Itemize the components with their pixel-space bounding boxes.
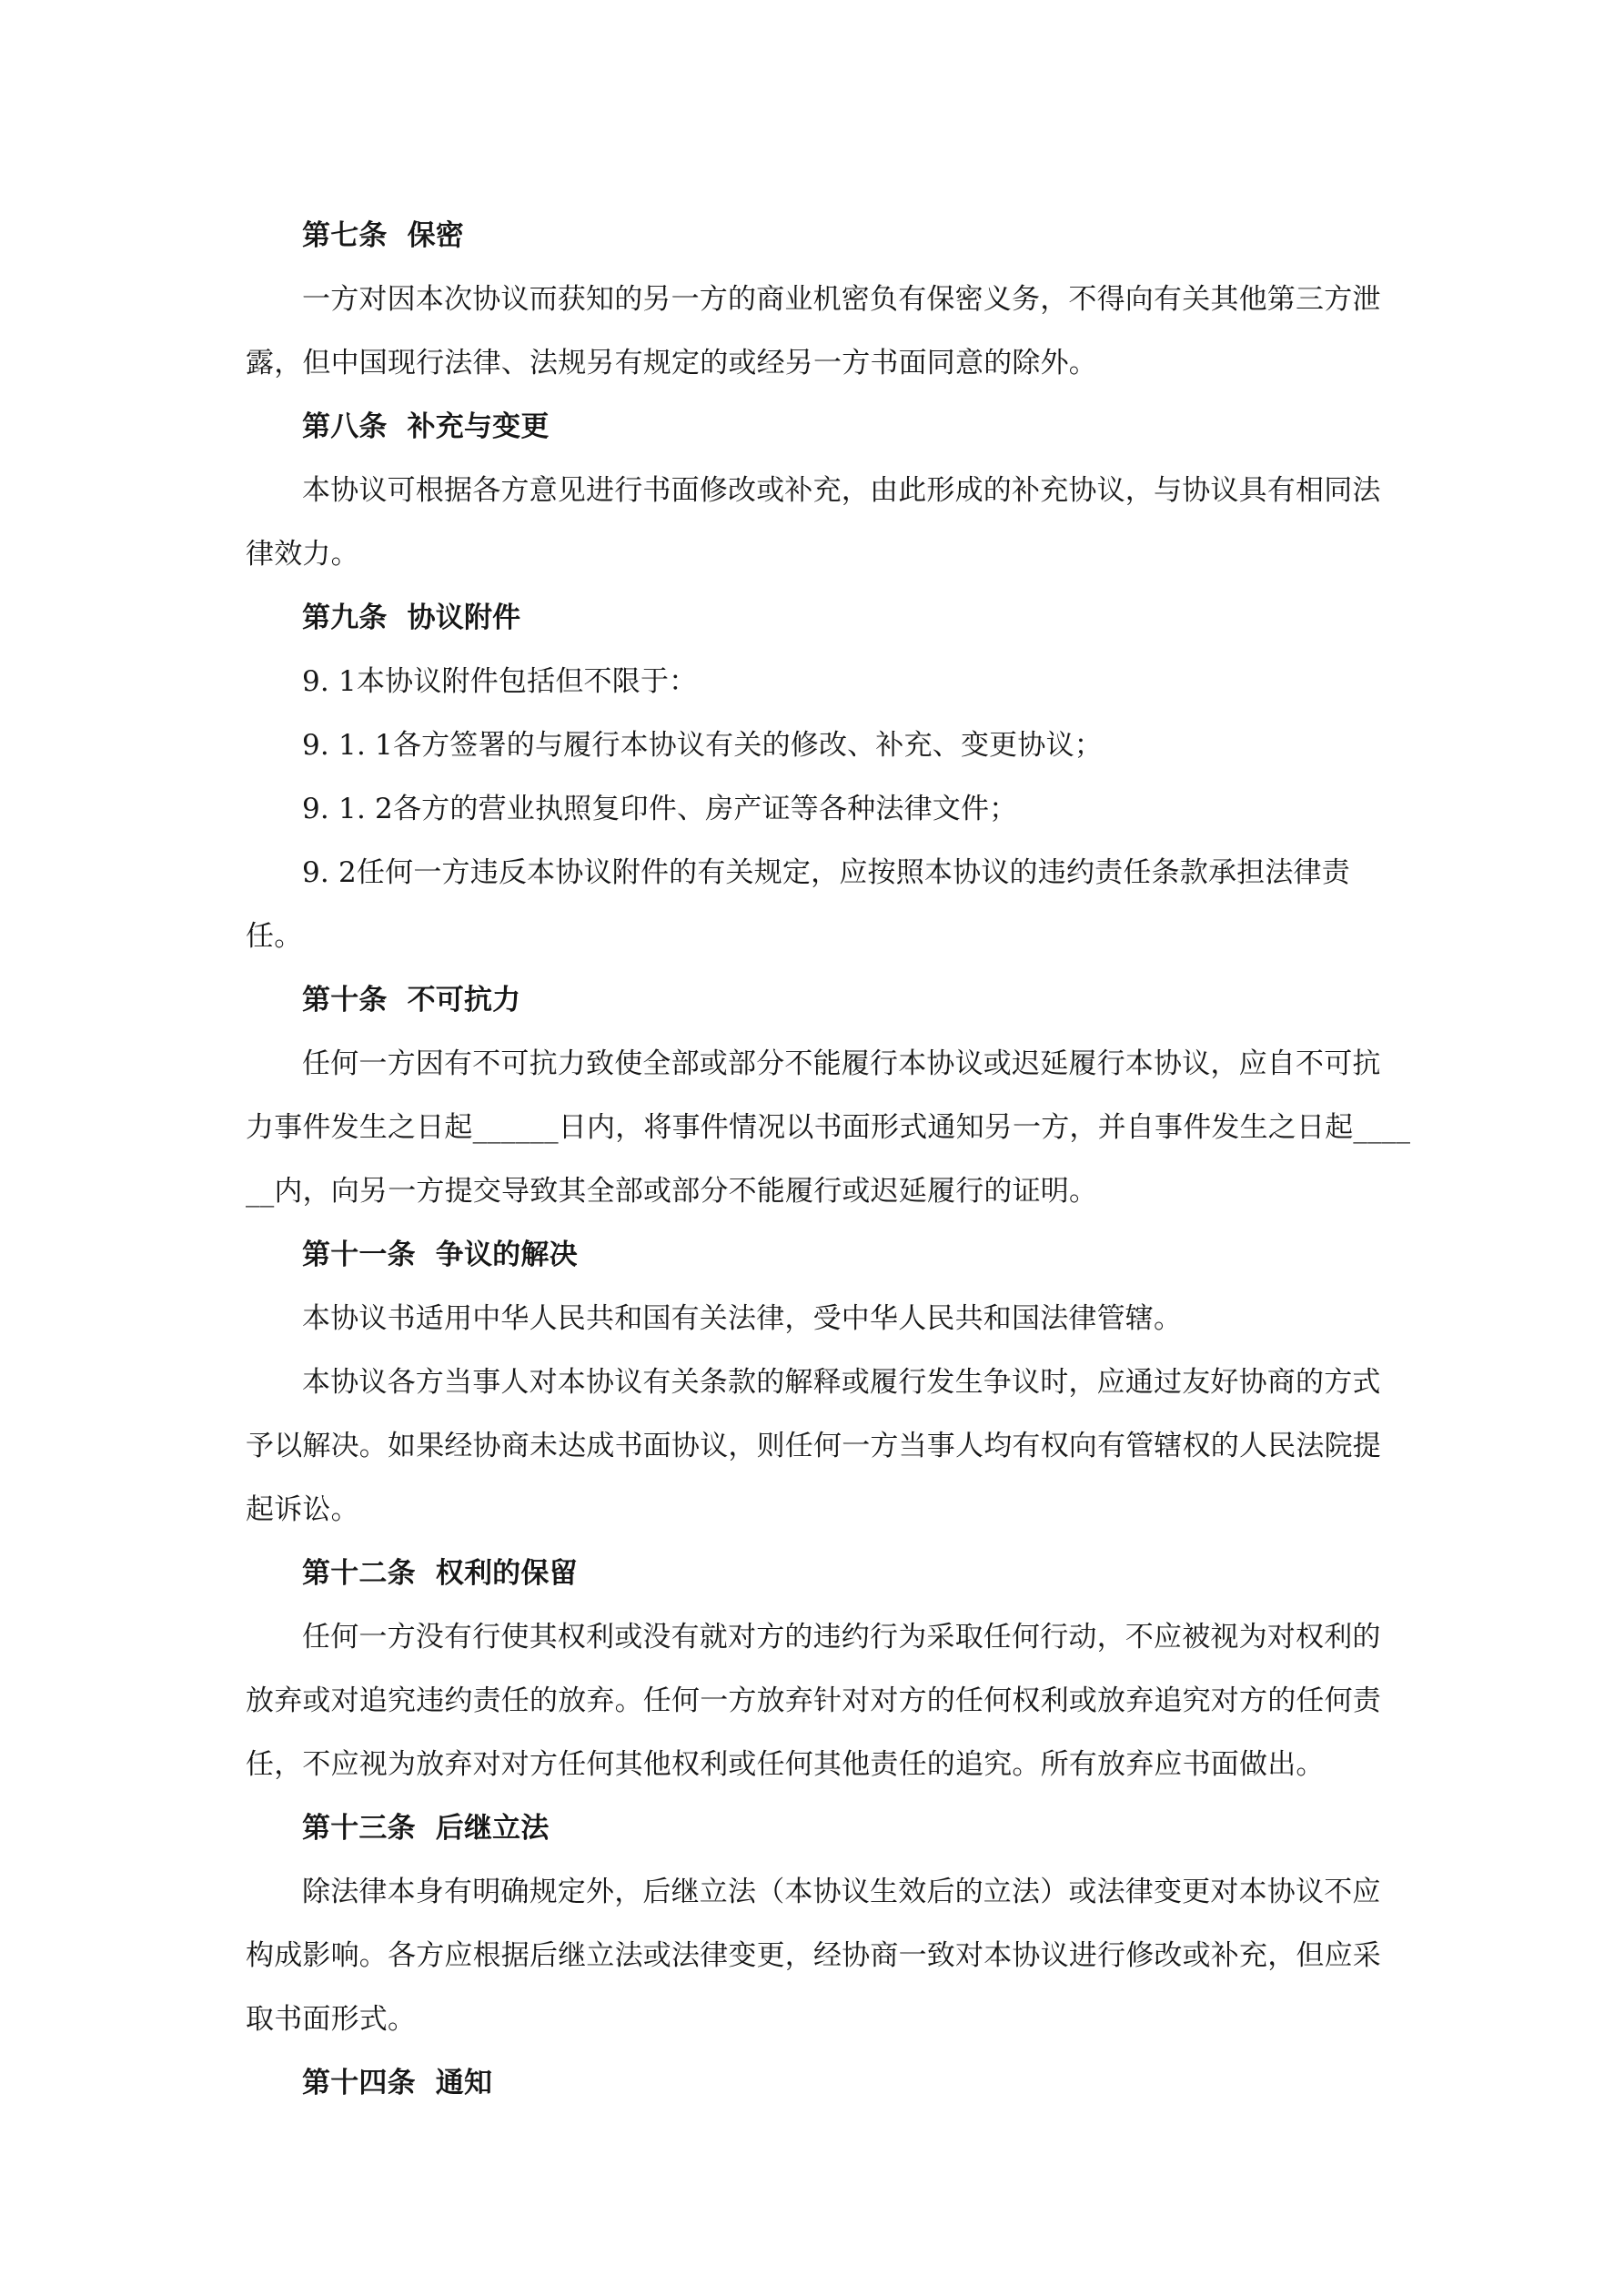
section-heading: 第十条 不可抗力: [302, 984, 521, 1017]
text-line: 任何一方没有行使其权利或没有就对方的违约行为采取任何行动，不应被视为对权利的: [302, 1621, 1381, 1654]
text-line: 9. 2任何一方违反本协议附件的有关规定，应按照本协议的违约责任条款承担法律责: [302, 856, 1350, 889]
text-line: 一方对因本次协议而获知的另一方的商业机密负有保密义务，不得向有关其他第三方泄: [302, 283, 1381, 316]
document-body: [246, 204, 1428, 2115]
text-line: 构成影响。各方应根据后继立法或法律变更，经协商一致对本协议进行修改或补充，但应采: [246, 1939, 1381, 1972]
text-line: 除法律本身有明确规定外，后继立法（本协议生效后的立法）或法律变更对本协议不应: [302, 1876, 1381, 1908]
section-heading: 第十四条 通知: [302, 2067, 493, 2099]
text-line: 任，不应视为放弃对对方任何其他权利或任何其他责任的追究。所有放弃应书面做出。: [246, 1748, 1325, 1781]
section-heading: 第十一条 争议的解决: [302, 1239, 578, 1271]
text-line: 本协议书适用中华人民共和国有关法律，受中华人民共和国法律管辖。: [302, 1302, 1183, 1335]
text-line: 任。: [246, 920, 303, 953]
text-line: 取书面形式。: [246, 2003, 417, 2036]
text-line: 律效力。: [246, 538, 359, 571]
text-line: 本协议可根据各方意见进行书面修改或补充，由此形成的补充协议，与协议具有相同法: [302, 474, 1381, 507]
section-heading: 第八条 补充与变更: [302, 410, 550, 443]
text-line: 任何一方因有不可抗力致使全部或部分不能履行本协议或迟延履行本协议，应自不可抗: [302, 1047, 1381, 1080]
text-line: 9. 1. 2各方的营业执照复印件、房产证等各种法律文件；: [302, 793, 1018, 825]
section-heading: 第十三条 后继立法: [302, 1812, 550, 1845]
text-line: 力事件发生之日起______日内，将事件情况以书面形式通知另一方，并自事件发生之日起____: [246, 1111, 1411, 1144]
text-line: 放弃或对追究违约责任的放弃。任何一方放弃针对对方的任何权利或放弃追究对方的任何责: [246, 1684, 1381, 1717]
section-heading: 第九条 协议附件: [302, 602, 521, 634]
text-line: 露，但中国现行法律、法规另有规定的或经另一方书面同意的除外。: [246, 347, 1097, 379]
text-line: 9. 1本协议附件包括但不限于：: [302, 665, 698, 698]
text-line: 予以解决。如果经协商未达成书面协议，则任何一方当事人均有权向有管辖权的人民法院提: [246, 1430, 1381, 1462]
text-line: 9. 1. 1各方签署的与履行本协议有关的修改、补充、变更协议；: [302, 729, 1103, 762]
text-line: 本协议各方当事人对本协议有关条款的解释或履行发生争议时，应通过友好协商的方式: [302, 1366, 1381, 1399]
section-heading: 第十二条 权利的保留: [302, 1557, 578, 1590]
text-line: 起诉讼。: [246, 1493, 359, 1526]
section-heading: 第七条 保密: [302, 219, 464, 252]
text-line: __内，向另一方提交导致其全部或部分不能履行或迟延履行的证明。: [246, 1175, 1098, 1208]
